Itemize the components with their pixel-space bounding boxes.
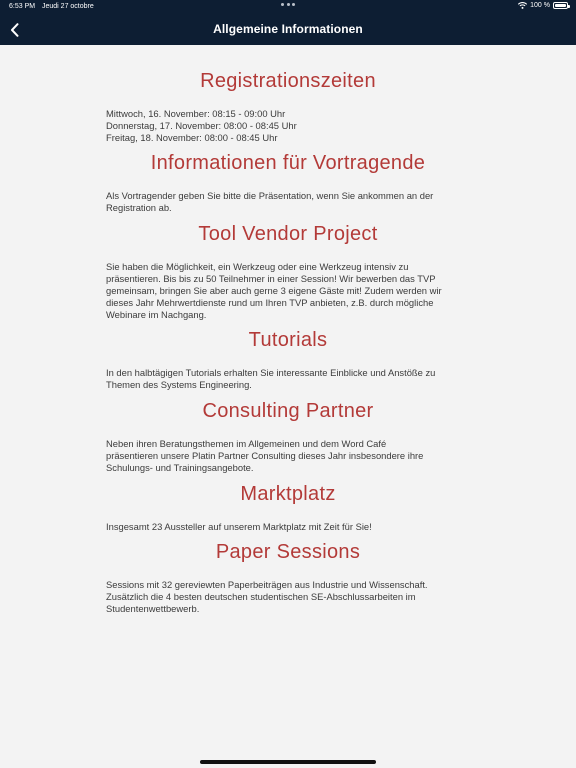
body-tutorials bbox=[106, 367, 476, 391]
text-line: Sie haben die Möglichkeit, ein Werkzeug oder eine Werkzeug intensiv zu bbox=[106, 261, 409, 272]
multitasking-dots-icon[interactable] bbox=[281, 3, 295, 7]
text-line: präsentieren. Bis bis zu 50 Teilnehmer in einer Session! Wir bewerben das TVP bbox=[106, 273, 436, 284]
body-paper-sessions bbox=[106, 579, 476, 615]
status-time: 6:53 PM bbox=[9, 3, 36, 10]
body-marktplatz bbox=[106, 521, 476, 533]
heading-marktplatz: Marktplatz bbox=[240, 483, 336, 505]
text-line: Als Vortragender geben Sie bitte die Präsentation, wenn Sie ankommen an der bbox=[106, 190, 434, 201]
home-indicator[interactable] bbox=[200, 760, 376, 764]
body-registrationszeiten bbox=[106, 108, 476, 144]
heading-informationen-vortragende: Informationen für Vortragende bbox=[150, 152, 426, 174]
status-bar bbox=[0, 0, 576, 14]
text-line: Zusätzlich die 4 besten deutschen studentischen SE-Abschlussarbeiten im bbox=[106, 591, 416, 602]
text-line: Mittwoch, 16. November: 08:15 - 09:00 Uhr bbox=[106, 108, 286, 119]
text-line: Insgesamt 23 Aussteller auf unserem Marktplatz mit Zeit für Sie! bbox=[106, 521, 372, 532]
body-tool-vendor-project bbox=[106, 261, 476, 321]
body-informationen-vortragende bbox=[106, 190, 476, 214]
text-line: dieses Jahr Mehrwertdienste rund um Ihren TVP anbieten, z.B. durch mögliche bbox=[106, 297, 434, 308]
page-title: Allgemeine Informationen bbox=[213, 22, 363, 36]
text-line: Registration ab. bbox=[106, 202, 172, 213]
app-header bbox=[0, 0, 576, 45]
status-date: Jeudi 27 octobre bbox=[42, 3, 94, 10]
heading-paper-sessions: Paper Sessions bbox=[215, 541, 361, 563]
battery-icon bbox=[553, 2, 568, 9]
info-content[interactable] bbox=[0, 45, 576, 768]
navigation-bar bbox=[0, 14, 576, 45]
body-consulting-partner bbox=[106, 438, 476, 474]
heading-consulting-partner: Consulting Partner bbox=[202, 400, 374, 422]
text-line: gemeinsam, bringen Sie aber auch gerne 3 eigene Gäste mit! Zudem werden wir bbox=[106, 285, 442, 296]
text-line: Freitag, 18. November: 08:00 - 08:45 Uhr bbox=[106, 132, 278, 143]
heading-tool-vendor-project: Tool Vendor Project bbox=[198, 223, 378, 245]
text-line: Webinare im Nachgang. bbox=[106, 309, 207, 320]
battery-percentage: 100 % bbox=[530, 2, 550, 9]
text-line: In den halbtägigen Tutorials erhalten Sie interessante Einblicke und Anstöße zu bbox=[106, 367, 436, 378]
wifi-icon bbox=[518, 2, 527, 9]
text-line: Studentenwettbewerb. bbox=[106, 603, 200, 614]
heading-registrationszeiten: Registrationszeiten bbox=[200, 70, 376, 92]
text-line: präsentieren unsere Platin Partner Consulting dieses Jahr insbesondere ihre bbox=[106, 450, 424, 461]
status-indicators bbox=[518, 2, 568, 9]
text-line: Neben ihren Beratungsthemen im Allgemeinen und dem Word Café bbox=[106, 438, 387, 449]
text-line: Schulungs- und Trainingsangebote. bbox=[106, 462, 254, 473]
text-line: Sessions mit 32 gereviewten Paperbeiträgen aus Industrie und Wissenschaft. bbox=[106, 579, 428, 590]
text-line: Donnerstag, 17. November: 08:00 - 08:45 Uhr bbox=[106, 120, 297, 131]
heading-tutorials: Tutorials bbox=[248, 329, 328, 351]
text-line: Themen des Systems Engineering. bbox=[106, 379, 252, 390]
